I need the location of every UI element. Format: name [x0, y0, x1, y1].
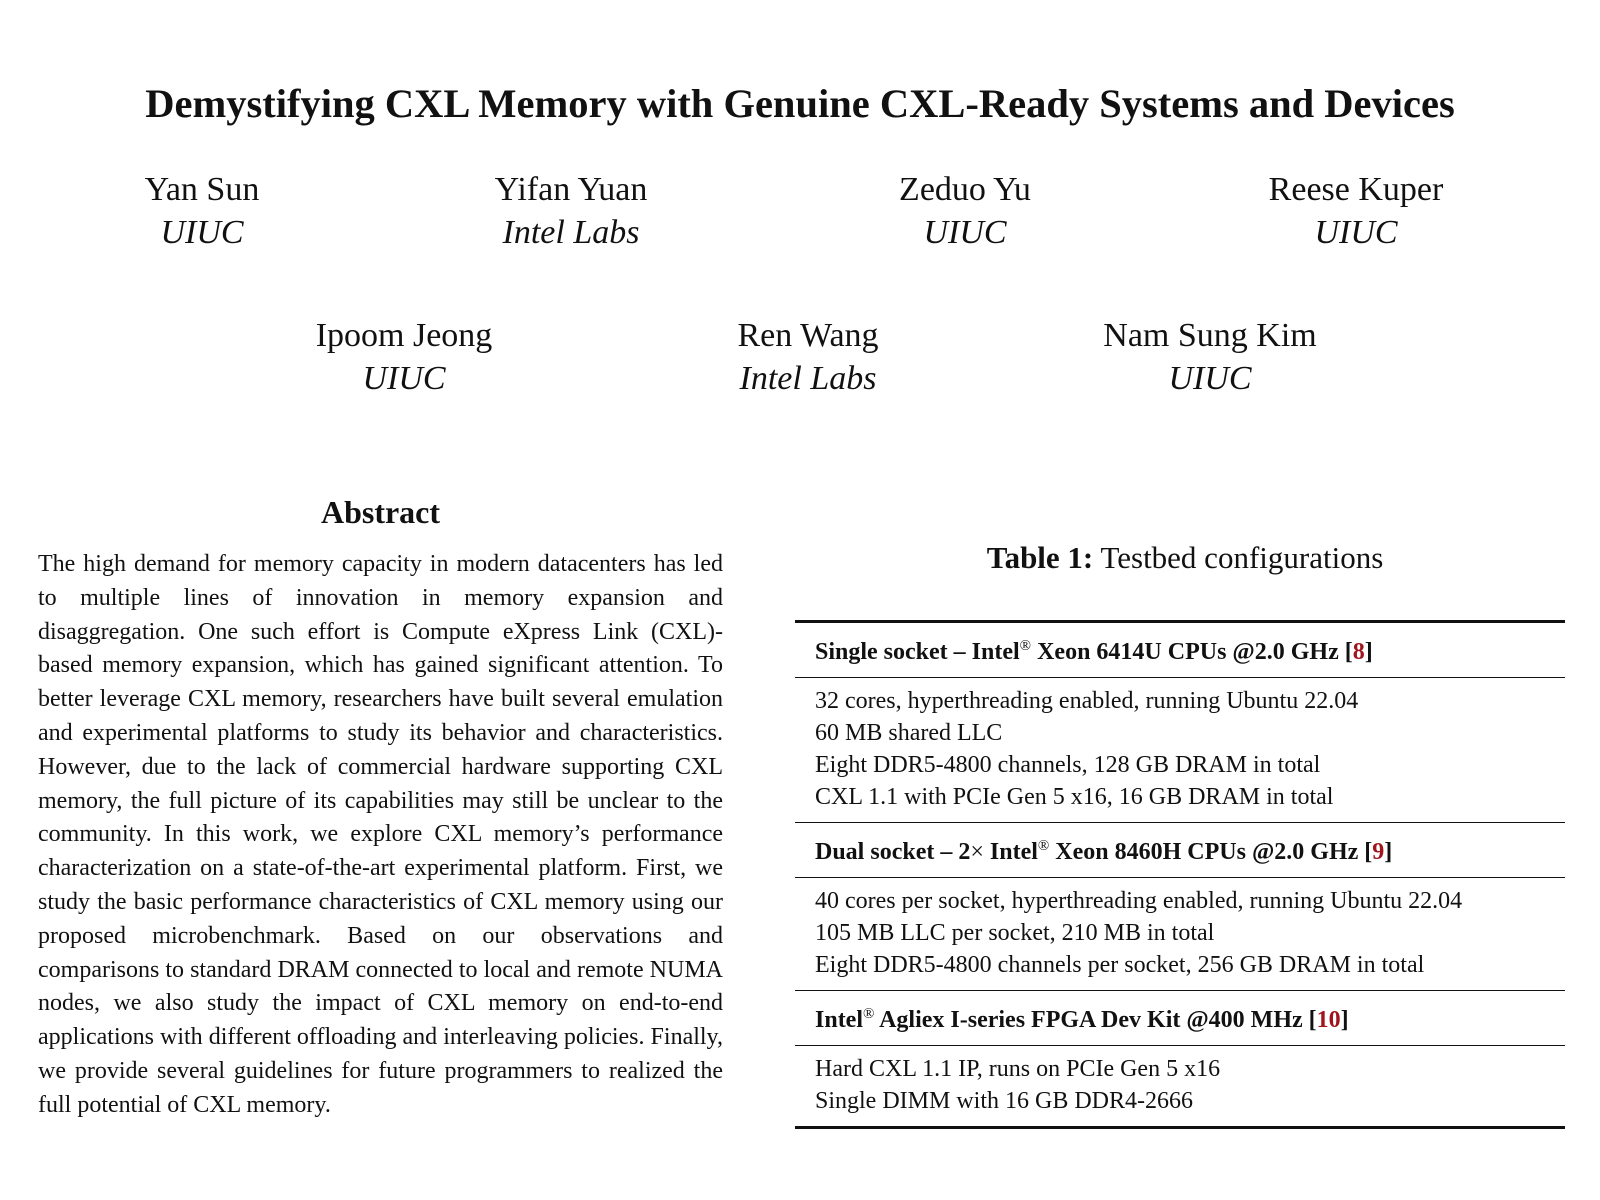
table-section-body	[795, 1046, 1565, 1126]
citation-link[interactable]: 9	[1372, 839, 1385, 865]
registered-mark: ®	[1037, 838, 1050, 854]
author-affiliation: UIUC	[1314, 214, 1398, 251]
author-affiliation: UIUC	[923, 214, 1007, 251]
author-affiliation: Intel Labs	[739, 360, 877, 397]
table-row: Hard CXL 1.1 IP, runs on PCIe Gen 5 x16	[815, 1056, 1221, 1082]
author-name: Ipoom Jeong	[315, 317, 493, 354]
author-block	[1060, 314, 1360, 400]
table-row: 40 cores per socket, hyperthreading enabled, running Ubuntu 22.04	[815, 888, 1463, 914]
author-affiliation: UIUC	[160, 214, 244, 251]
author-block	[1206, 168, 1506, 254]
header-text: Intel	[815, 1007, 863, 1033]
author-name: Reese Kuper	[1268, 171, 1444, 208]
registered-mark: ®	[863, 1006, 875, 1022]
registered-mark: ®	[1019, 638, 1032, 654]
testbed-config-table	[795, 620, 1565, 1129]
table-row: 105 MB LLC per socket, 210 MB in total	[815, 920, 1215, 946]
table-section-body	[795, 878, 1565, 991]
table-caption-text: Testbed configurations	[1100, 540, 1384, 575]
author-name: Zeduo Yu	[899, 171, 1031, 208]
author-block	[658, 314, 958, 400]
header-text: Intel	[983, 839, 1038, 865]
author-name: Yifan Yuan	[494, 171, 648, 208]
times-symbol: ×	[970, 839, 984, 865]
table-section-body	[795, 678, 1565, 823]
header-text: ]	[1340, 1007, 1349, 1033]
citation-link[interactable]: 8	[1352, 639, 1365, 665]
author-block	[815, 168, 1115, 254]
header-text: Single socket – Intel	[815, 639, 1020, 665]
author-name: Nam Sung Kim	[1103, 317, 1317, 354]
header-text: ]	[1384, 839, 1393, 865]
author-affiliation: UIUC	[1168, 360, 1252, 397]
author-block	[421, 168, 721, 254]
table-caption-label: Table 1:	[986, 540, 1094, 575]
abstract-heading: Abstract	[320, 494, 441, 530]
header-text: Dual socket – 2	[815, 839, 971, 865]
header-text: Xeon 6414U CPUs @2.0 GHz [	[1031, 639, 1353, 665]
author-affiliation: Intel Labs	[502, 214, 640, 251]
author-block	[254, 314, 554, 400]
paper-title: Demystifying CXL Memory with Genuine CXL-Ready Systems and Devices	[145, 81, 1455, 126]
author-name: Yan Sun	[144, 171, 260, 208]
author-name: Ren Wang	[737, 317, 879, 354]
abstract-body: The high demand for memory capacity in modern datacenters has led to multiple lines of innovation in memory expansion and disaggregation. One such effort is Compute eXpress Link (CXL)-based memory expansion, which has gained significant attention. To better leverage CXL memory, researchers have built several emulation and experimental platforms to study its behavior and characteristics. However, due to the lack of commercial hardware supporting CXL memory, the full picture of its capabilities may still be unclear to the community. In this work, we explore CXL memory’s performance characterization on a state-of-the-art experimental platform. First, we study the basic performance characteristics of CXL memory using our proposed microbenchmark. Based on our observations and comparisons to standard DRAM connected to local and remote NUMA nodes, we also study the impact of CXL memory on end-to-end applications with different offloading and interleaving policies. Finally, we provide several guidelines for future programmers to realized the full potential of CXL memory.	[38, 551, 723, 1118]
table-section-header	[795, 991, 1565, 1046]
citation-link[interactable]: 10	[1316, 1007, 1341, 1033]
table-section-header	[795, 623, 1565, 678]
table-section-header	[795, 823, 1565, 878]
table-row: Single DIMM with 16 GB DDR4-2666	[815, 1088, 1194, 1114]
table-row: Eight DDR5-4800 channels per socket, 256 GB DRAM in total	[815, 952, 1425, 978]
table-row: Eight DDR5-4800 channels, 128 GB DRAM in total	[815, 752, 1321, 778]
table-row: 60 MB shared LLC	[815, 720, 1003, 746]
header-text: Xeon 8460H CPUs @2.0 GHz [	[1049, 839, 1373, 865]
table-row: CXL 1.1 with PCIe Gen 5 x16, 16 GB DRAM in total	[815, 784, 1334, 810]
author-block	[52, 168, 352, 254]
table-caption	[795, 540, 1575, 576]
header-text: Agliex I-series FPGA Dev Kit @400 MHz [	[874, 1007, 1317, 1033]
table-row: 32 cores, hyperthreading enabled, running Ubuntu 22.04	[815, 688, 1359, 714]
header-text: ]	[1364, 639, 1373, 665]
author-affiliation: UIUC	[362, 360, 446, 397]
